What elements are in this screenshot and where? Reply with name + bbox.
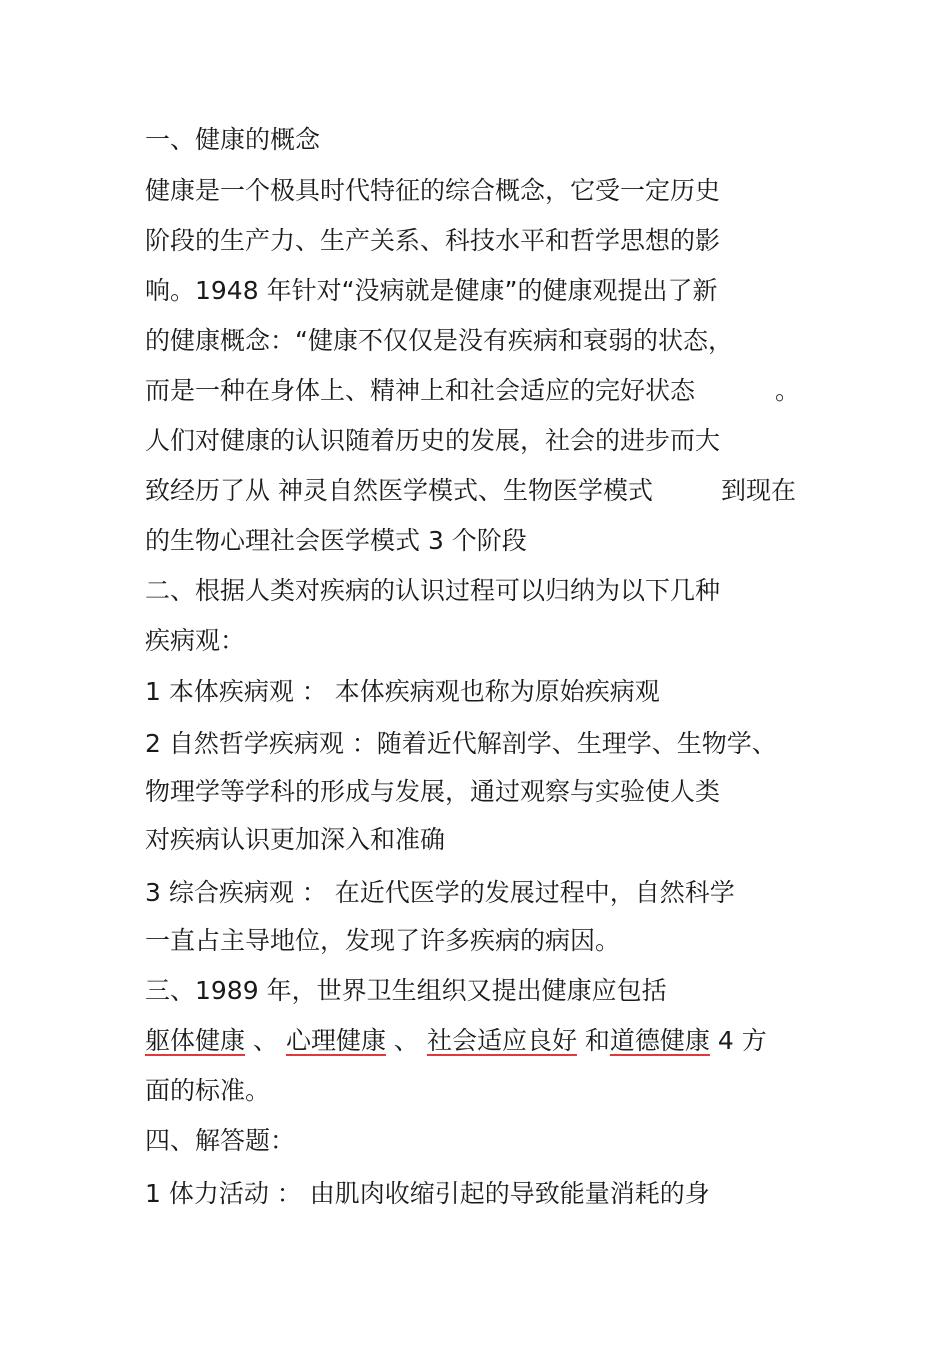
separator: 和 xyxy=(576,1026,610,1055)
section2-item-1: 1 本体疾病观 ： 本体疾病观也称为原始疾病观 xyxy=(145,677,660,706)
section2-item-2-line: 2 自然哲学疾病观 ：随着近代解剖学、生理学、生物学、 xyxy=(145,729,777,758)
section2-heading-cont: 疾病观： xyxy=(145,626,246,655)
section4-item-1: 1 体力活动 ： 由肌肉收缩引起的导致能量消耗的身 xyxy=(145,1179,710,1208)
section1-para-line: 而是一种在身体上、精神上和社会适应的完好状态 xyxy=(145,376,696,405)
section1-para-line: 人们对健康的认识随着历史的发展，社会的进步而大 xyxy=(145,426,721,455)
section3-heading: 三、1989 年，世界卫生组织又提出健康应包括 xyxy=(145,976,667,1005)
separator: 、 xyxy=(385,1026,419,1055)
underlined-term-moral-health: 道德健康 xyxy=(609,1026,710,1055)
separator: 、 xyxy=(245,1026,278,1055)
section1-para-line-tail: 到现在 xyxy=(721,476,797,505)
section3-health-dimensions xyxy=(145,1024,767,1058)
section2-item-3-line: 一直占主导地位，发现了许多疾病的病因。 xyxy=(145,926,621,955)
section3-continuation: 面的标准。 xyxy=(145,1076,271,1105)
section2-heading: 二、根据人类对疾病的认识过程可以归纳为以下几种 xyxy=(145,576,721,605)
section4-heading: 四、解答题： xyxy=(145,1126,296,1155)
section1-para-line: 的健康概念：“健康不仅仅是没有疾病和衰弱的状态， xyxy=(145,326,733,355)
section2-item-2-line: 物理学等学科的形成与发展，通过观察与实验使人类 xyxy=(145,777,721,806)
section1-para-period: 。 xyxy=(775,376,801,405)
underlined-term-mental-health: 心理健康 xyxy=(285,1026,386,1055)
section1-para-line: 响。1948 年针对“没病就是健康”的健康观提出了新 xyxy=(145,276,718,305)
dimension-count-text: 4 方 xyxy=(709,1026,767,1055)
section1-para-line: 的生物心理社会医学模式 3 个阶段 xyxy=(145,526,527,555)
section1-para-line: 健康是一个极具时代特征的综合概念，它受一定历史 xyxy=(145,176,721,205)
section2-item-2-line: 对疾病认识更加深入和准确 xyxy=(145,825,446,854)
section1-heading: 一、健康的概念 xyxy=(145,125,321,154)
underlined-term-physical-health: 躯体健康 xyxy=(145,1026,246,1055)
section1-para-line: 阶段的生产力、生产关系、科技水平和哲学思想的影 xyxy=(145,226,721,255)
section2-item-3-line: 3 综合疾病观 ： 在近代医学的发展过程中，自然科学 xyxy=(145,878,735,907)
section1-para-line: 致经历了从 神灵自然医学模式、生物医学模式 xyxy=(145,476,653,505)
underlined-term-social-adaptation: 社会适应良好 xyxy=(426,1026,577,1055)
